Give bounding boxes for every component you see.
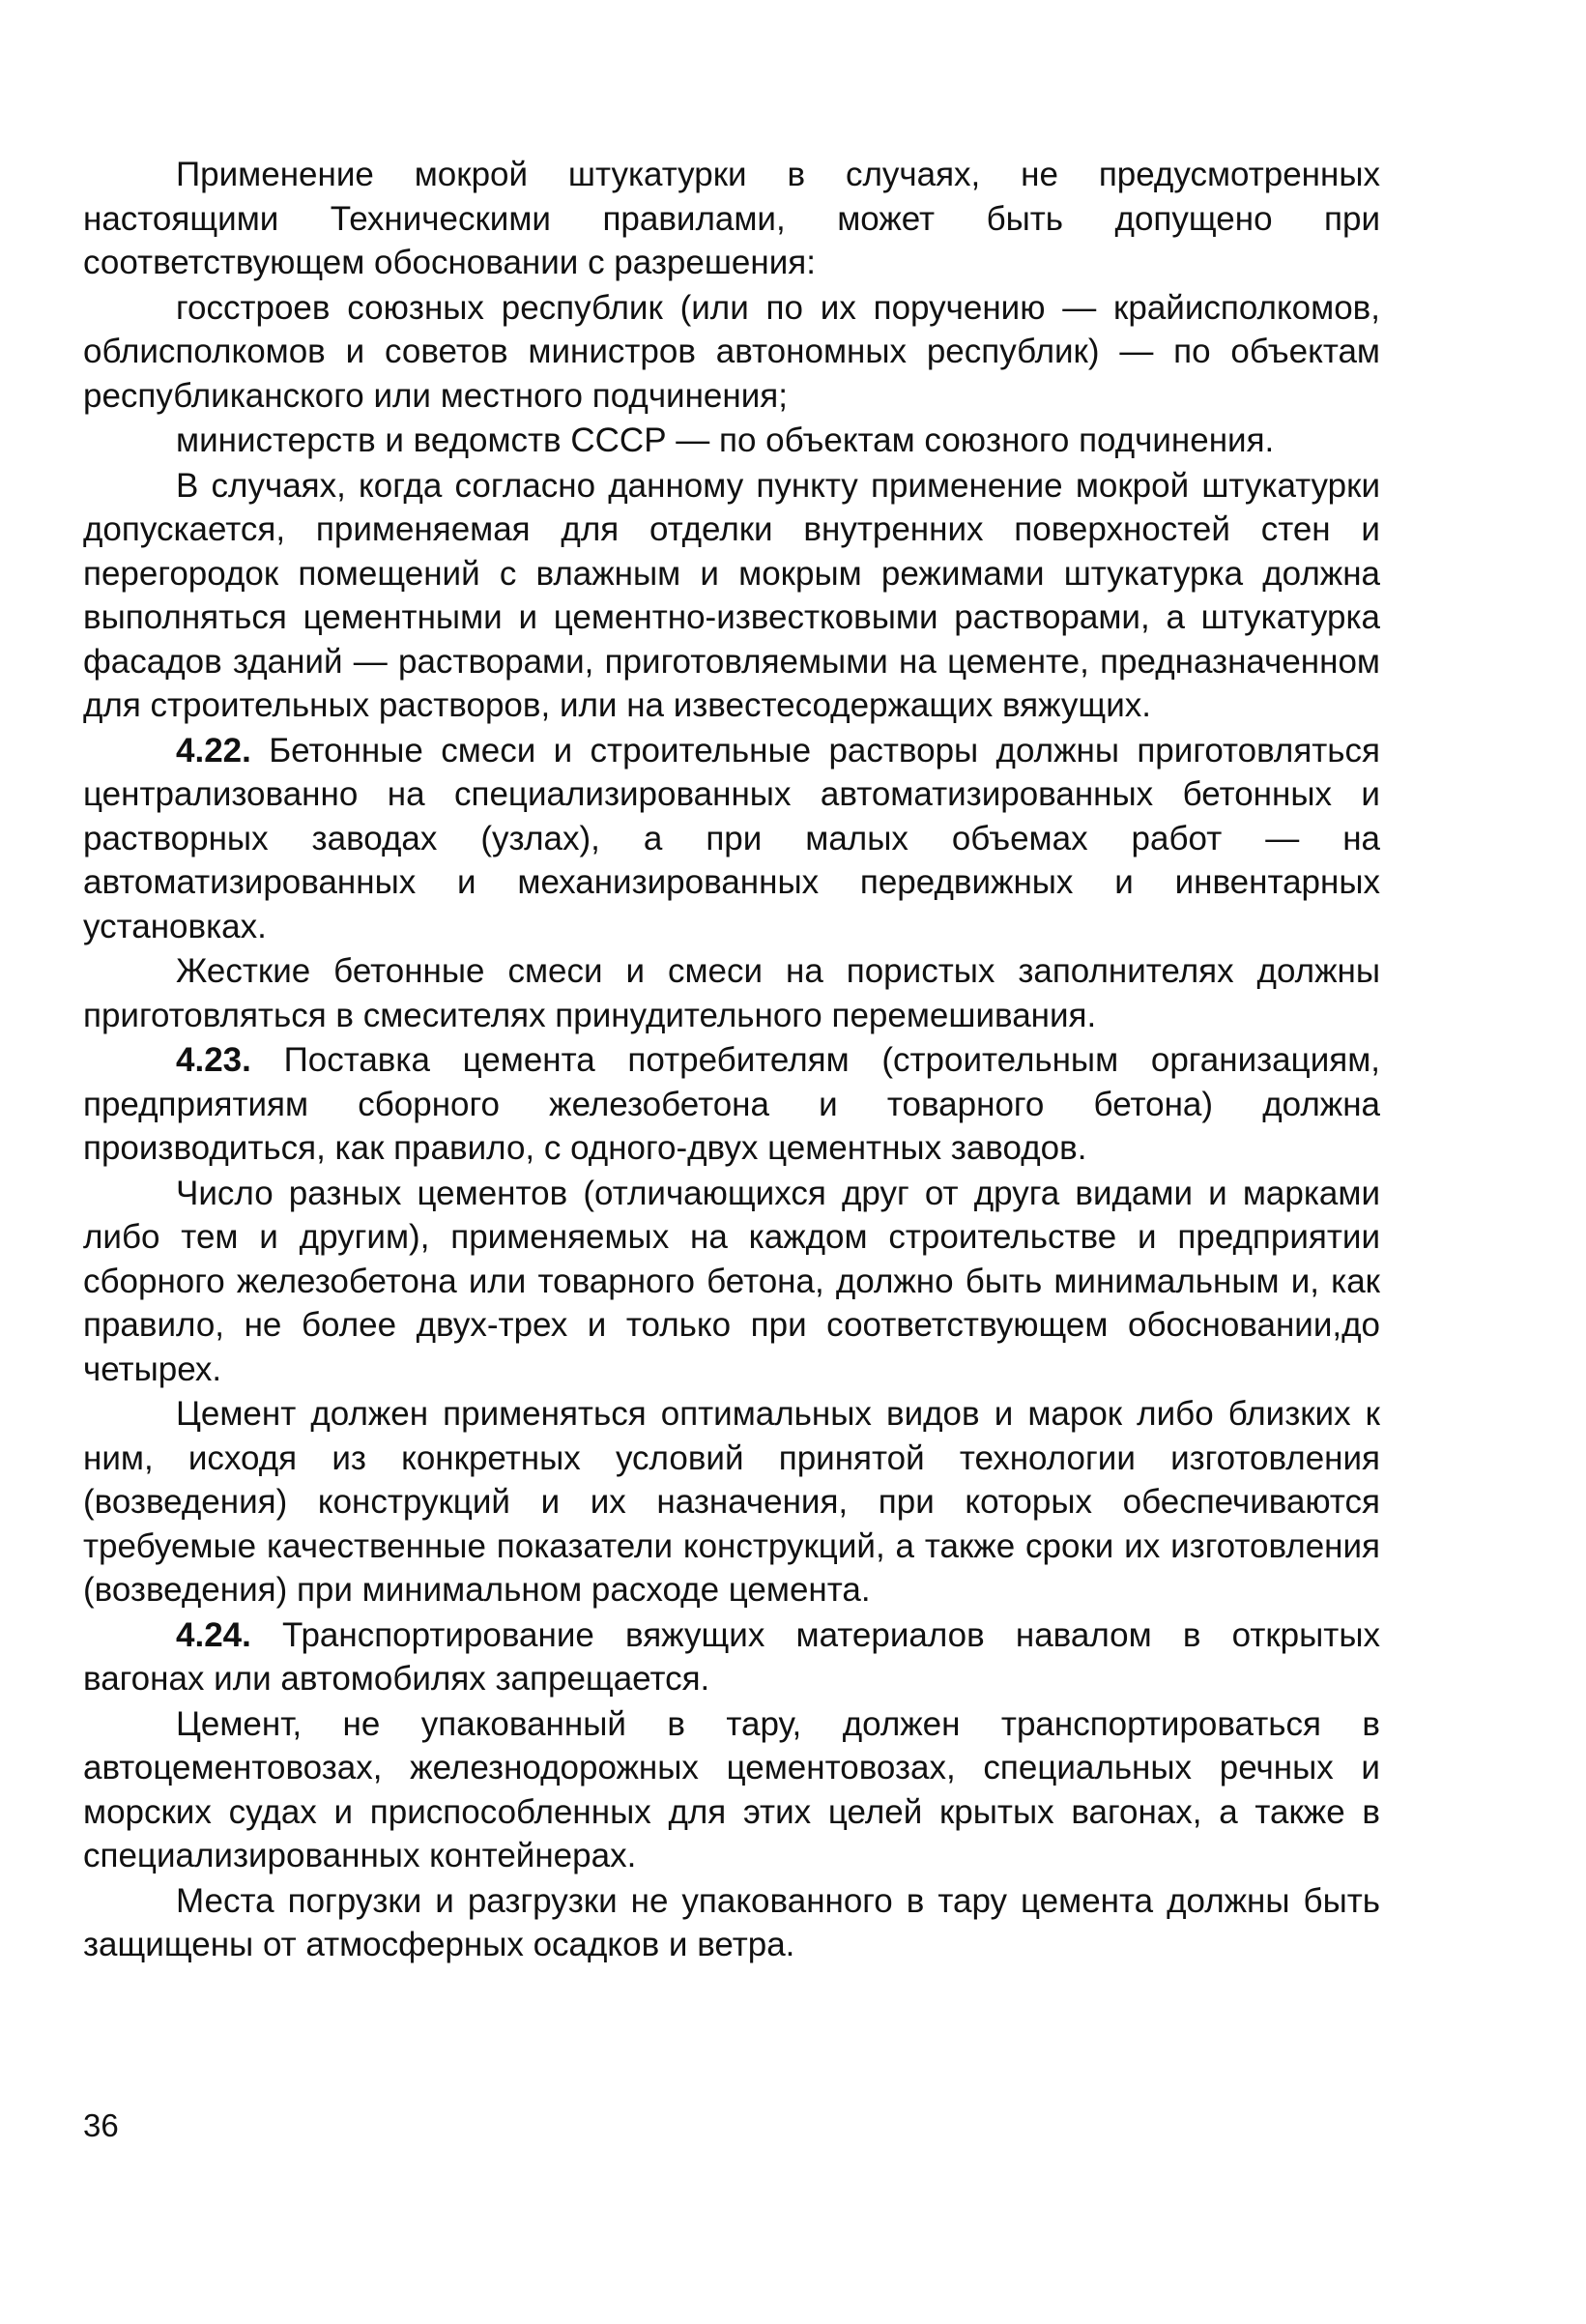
paragraph-text: Применение мокрой штукатурки в случаях, не предусмотренных настоящими Техническими правилами, может быть допущено при соответствующем обосновании с разрешения: [83, 156, 1380, 281]
clause-number: 4.23. [176, 1041, 251, 1079]
body-text [83, 153, 1380, 1968]
paragraph-text: госстроев союзных республик (или по их поручению — крайисполкомов, облисполкомов и советов министров автономных республик) — по объектам республиканского или местного подчинения; [83, 288, 1380, 415]
list-item [83, 419, 1380, 463]
paragraph [83, 464, 1380, 728]
paragraph [83, 1172, 1380, 1392]
paragraph-text: Жесткие бетонные смеси и смеси на пористых заполнителях должны приготовляться в смесителях принудительного перемешивания. [83, 952, 1380, 1034]
paragraph-text: Число разных цементов (отличающихся друг от друга видами и марками либо тем и другим), применяемых на каждом строительстве и предприятии сборного железобетона или товарного бетона, должно быть минимальным и, как правило, не более двух-трех и только при соответствующем обосновании,до четырех. [83, 1174, 1380, 1388]
paragraph [83, 1038, 1380, 1171]
paragraph-text: Бетонные смеси и строительные растворы должны приготовляться централизованно на специализированных автоматизированных бетонных и растворных заводах (узлах), а при малых объемах работ — на автоматизированных и механизированных передвижных и инвентарных установках. [83, 731, 1380, 945]
paragraph [83, 1702, 1380, 1878]
paragraph-text: В случаях, когда согласно данному пункту применение мокрой штукатурки допускается, применяемая для отделки внутренних поверхностей стен и перегородок помещений с влажным и мокрым режимами штукатурка должна выполняться цементными и цементно-известковыми растворами, а штукатурка фасадов зданий — растворами, приготовляемыми на цементе, предназначенном для строительных растворов, или на известесодержащих вяжущих. [83, 466, 1380, 724]
page-number: 36 [83, 2107, 119, 2143]
paragraph-text: министерств и ведомств СССР — по объектам союзного подчинения. [176, 421, 1275, 459]
paragraph [83, 729, 1380, 949]
paragraph [83, 1879, 1380, 1967]
paragraph-text: Транспортирование вяжущих материалов навалом в открытых вагонах или автомобилях запрещается. [83, 1615, 1380, 1698]
paragraph-text: Места погрузки и разгрузки не упакованного в тару цемента должны быть защищены от атмосферных осадков и ветра. [83, 1881, 1380, 1963]
paragraph [83, 153, 1380, 285]
paragraph [83, 1613, 1380, 1701]
clause-number: 4.24. [176, 1615, 251, 1654]
paragraph [83, 949, 1380, 1037]
paragraph [83, 1392, 1380, 1612]
paragraph-text: Цемент должен применяться оптимальных видов и марок либо близких к ним, исходя из конкретных условий принятой технологии изготовления (возведения) конструкций и их назначения, при которых обеспечиваются требуемые качественные показатели конструкций, а также сроки их изготовления (возведения) при минимальном расходе цемента. [83, 1395, 1380, 1609]
paragraph-text: Поставка цемента потребителям (строительным организациям, предприятиям сборного железобетона и товарного бетона) должна производиться, как правило, с одного-двух цементных заводов. [83, 1041, 1380, 1167]
paragraph-text: Цемент, не упакованный в тару, должен транспортироваться в автоцементовозах, железнодорожных цементовозах, специальных речных и морских судах и приспособленных для этих целей крытых вагонах, а также в специализированных контейнерах. [83, 1704, 1380, 1874]
clause-number: 4.22. [176, 731, 251, 770]
list-item [83, 286, 1380, 419]
